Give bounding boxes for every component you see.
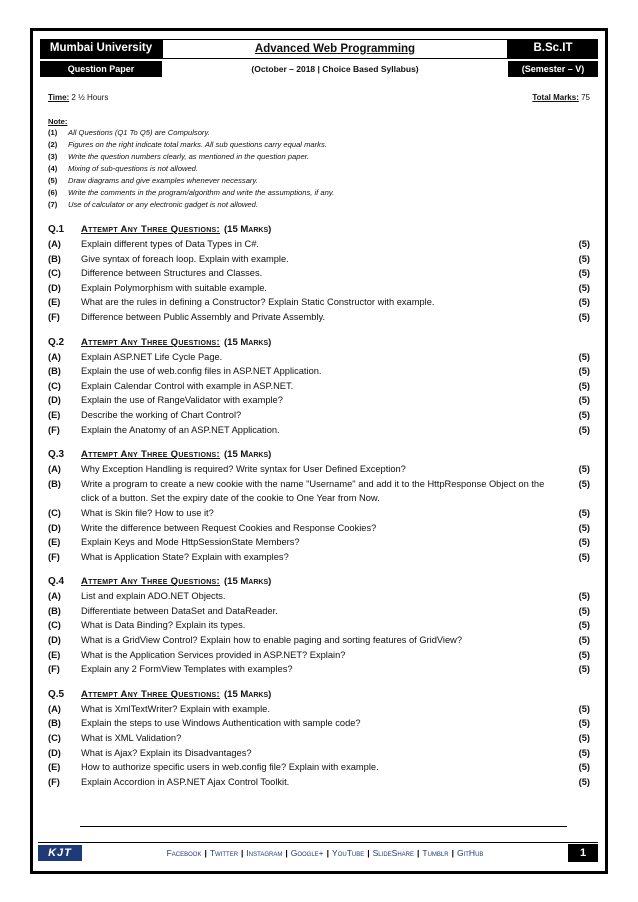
question-instruction: Attempt Any Three Questions:: [81, 224, 220, 235]
course-name: B.Sc.IT: [508, 39, 598, 59]
sub-question-marks: (5): [578, 253, 590, 264]
session-month: October: [254, 64, 287, 74]
sub-question: [48, 550, 590, 565]
note-number: (3): [48, 152, 58, 161]
question-instruction: Attempt Any Three Questions:: [81, 336, 220, 348]
sub-question-text: Why Exception Handling is required? Write syntax for User Defined Exception?: [81, 464, 406, 475]
sub-question: [48, 648, 590, 663]
sub-question-label: (E): [48, 537, 61, 548]
marks-label: Total Marks:: [532, 93, 579, 102]
social-link-google[interactable]: Google+: [290, 847, 324, 858]
sub-question-label: (F): [48, 424, 60, 435]
question-heading: [48, 576, 590, 587]
sub-question: [48, 775, 590, 790]
sub-question-marks: (5): [578, 424, 590, 435]
sub-question: [48, 252, 590, 267]
link-separator: |: [451, 847, 454, 858]
sub-question-marks: (5): [578, 409, 590, 420]
sub-question-marks: (5): [578, 282, 590, 293]
sub-question-text: Explain any 2 FormView Templates with examples?: [81, 664, 293, 675]
link-separator: |: [367, 847, 370, 858]
note-text: Write the comments in the program/algorithm and write the assumptions, if any.: [68, 188, 335, 197]
link-separator: |: [285, 847, 288, 858]
sub-question-label: (D): [48, 522, 61, 533]
question-instruction: Attempt Any Three Questions:: [81, 576, 220, 588]
sub-question: [48, 423, 590, 438]
note-item: [48, 175, 590, 187]
question-instruction: Attempt Any Three Questions:: [81, 449, 220, 461]
sub-question: [48, 506, 590, 521]
social-link-github[interactable]: GitHub: [456, 847, 484, 858]
social-link-instagram[interactable]: Instagram: [246, 847, 283, 858]
sub-question-label: (F): [48, 776, 60, 787]
sub-question-text: Explain the use of RangeValidator with example?: [81, 395, 283, 406]
note-item: [48, 187, 590, 199]
sub-question-text: Explain different types of Data Types in C#.: [81, 239, 259, 249]
question-instruction: Attempt Any Three Questions:: [81, 688, 220, 700]
question-block: [48, 337, 590, 438]
time-value: 2 ½ Hours: [69, 93, 109, 102]
sub-question-label: (E): [48, 649, 61, 660]
link-separator: |: [417, 847, 420, 858]
sub-question: [48, 716, 590, 731]
question-number: Q.4: [48, 576, 65, 588]
marks-value: 75: [578, 93, 590, 102]
sub-question-text: Explain Keys and Mode HttpSessionState Members?: [81, 537, 300, 548]
sub-question-marks: (5): [578, 664, 590, 675]
sub-question: [48, 760, 590, 775]
header-table: [40, 39, 598, 77]
sub-question-marks: (5): [578, 649, 590, 660]
sub-question-marks: (5): [578, 380, 590, 391]
sub-question-label: (C): [48, 733, 61, 744]
sub-question-text: What is Skin file? How to use it?: [81, 507, 214, 518]
sub-question-text: Write the difference between Request Cookies and Response Cookies?: [81, 522, 377, 533]
sub-question-label: (F): [48, 551, 60, 562]
questions-section: [48, 224, 590, 801]
kjt-logo: KJT: [38, 845, 82, 861]
sub-question-marks: (5): [578, 537, 590, 548]
note-number: (5): [48, 176, 58, 185]
sub-question-label: (C): [48, 268, 61, 279]
sub-question-marks: (5): [578, 703, 590, 714]
marks-info: [532, 93, 590, 102]
time-info: [48, 93, 108, 102]
notes-list: [48, 127, 590, 211]
sub-question-label: (C): [48, 507, 61, 518]
sub-question-marks: (5): [578, 747, 590, 758]
question-number: Q.3: [48, 449, 65, 461]
sub-question-marks: (5): [578, 635, 590, 646]
sub-question-marks: (5): [578, 351, 590, 362]
note-text: Mixing of sub-questions is not allowed.: [68, 164, 199, 173]
sub-question: [48, 604, 590, 619]
footer-divider: [80, 826, 567, 827]
sub-question-marks: (5): [578, 311, 590, 322]
sub-question-label: (E): [48, 409, 61, 420]
link-separator: |: [241, 847, 244, 858]
sub-question: [48, 589, 590, 604]
sub-question-text: What are the rules in defining a Constructor? Explain Static Constructor with example.: [81, 297, 435, 308]
sub-question: [48, 462, 590, 477]
sub-question-marks: (5): [578, 239, 590, 249]
note-text: Write the question numbers clearly, as mentioned in the question paper.: [68, 152, 310, 161]
sub-question: [48, 310, 590, 325]
note-item: [48, 199, 590, 211]
sub-question-label: (D): [48, 395, 61, 406]
sub-question: [48, 295, 590, 310]
sub-question-marks: (5): [578, 366, 590, 377]
sub-question-text: Explain Calendar Control with example in ASP.NET.: [81, 380, 294, 391]
paper-type: Question Paper: [40, 61, 162, 77]
note-text: Use of calculator or any electronic gadget is not allowed.: [68, 200, 258, 209]
sub-question-marks: (5): [578, 762, 590, 773]
sub-question: [48, 266, 590, 281]
note-number: (4): [48, 164, 58, 173]
sub-question-label: (B): [48, 366, 61, 377]
sub-question-text: Explain ASP.NET Life Cycle Page.: [81, 351, 223, 362]
session-rest: – 2018 | Choice Based Syllabus: [286, 64, 416, 74]
question-marks: (15 Marks): [224, 576, 272, 588]
sub-question-label: (A): [48, 351, 61, 362]
sub-question-text: Explain the use of web.config files in ASP.NET Application.: [81, 366, 322, 377]
question-block: [48, 576, 590, 677]
sub-question-label: (A): [48, 464, 61, 475]
social-link-youtube[interactable]: YouTube: [332, 847, 365, 858]
question-number: Q.1: [48, 224, 65, 235]
sub-question-label: (B): [48, 253, 61, 264]
sub-question-label: (D): [48, 635, 61, 646]
note-item: [48, 127, 590, 139]
sub-question: [48, 662, 590, 677]
notes-section: [48, 117, 590, 211]
footer: [38, 842, 598, 862]
sub-question-label: (C): [48, 620, 61, 631]
note-text: All Questions (Q1 To Q5) are Compulsory.: [68, 128, 210, 137]
sub-question-text: How to authorize specific users in web.config file? Explain with example.: [81, 762, 379, 773]
sub-question-marks: (5): [578, 395, 590, 406]
notes-heading: Note:: [48, 117, 68, 126]
subject-title: Advanced Web Programming: [162, 39, 508, 59]
sub-question-text: What is the Application Services provided in ASP.NET? Explain?: [81, 649, 346, 660]
sub-question-text: What is XmlTextWriter? Explain with example.: [81, 703, 270, 714]
sub-question-marks: (5): [578, 718, 590, 729]
header-row-top: [40, 39, 598, 59]
exam-info: [48, 93, 590, 102]
social-link-twitter[interactable]: Twitter: [209, 847, 239, 858]
question-heading: [48, 449, 590, 460]
sub-question-text: Explain Accordion in ASP.NET Ajax Control Toolkit.: [81, 776, 290, 787]
note-item: [48, 151, 590, 163]
note-number: (1): [48, 128, 58, 137]
sub-question: [48, 408, 590, 423]
question-block: [48, 449, 590, 564]
time-label: Time:: [48, 93, 70, 102]
sub-question: [48, 633, 590, 648]
social-link-tumblr[interactable]: Tumblr: [422, 847, 449, 858]
sub-question-text: What is Ajax? Explain its Disadvantages?: [81, 747, 252, 758]
sub-question-label: (B): [48, 605, 61, 616]
link-separator: |: [204, 847, 207, 858]
sub-question-label: (F): [48, 311, 60, 322]
sub-question-label: (B): [48, 478, 61, 489]
sub-question: [48, 535, 590, 550]
note-number: (2): [48, 140, 58, 149]
question-marks: (15 Marks): [224, 336, 272, 348]
session-info: (October – 2018 | Choice Based Syllabus): [251, 64, 419, 74]
sub-question-label: (F): [48, 664, 60, 675]
sub-question-text: What is Data Binding? Explain its types.: [81, 620, 246, 631]
sub-question: [48, 477, 590, 506]
university-name: Mumbai University: [40, 39, 162, 59]
social-links: [82, 848, 568, 858]
sub-question: [48, 350, 590, 365]
sub-question: [48, 702, 590, 717]
sub-question-marks: (5): [578, 620, 590, 631]
question-marks: (15 Marks): [224, 449, 272, 461]
sub-question: [48, 281, 590, 296]
sub-question: [48, 393, 590, 408]
sub-question-label: (A): [48, 239, 61, 249]
note-number: (7): [48, 200, 58, 209]
sub-question-marks: (5): [578, 297, 590, 308]
sub-question-marks: (5): [578, 776, 590, 787]
sub-question: [48, 364, 590, 379]
sub-question-text: What is a GridView Control? Explain how to enable paging and sorting features of GridView?: [81, 635, 463, 646]
semester: (Semester – V): [508, 61, 598, 77]
question-block: [48, 224, 590, 325]
sub-question-label: (A): [48, 591, 61, 602]
sub-question-text: Describe the working of Chart Control?: [81, 409, 242, 420]
note-text: Draw diagrams and give examples whenever necessary.: [68, 176, 258, 185]
sub-question-marks: (5): [578, 591, 590, 602]
sub-question-marks: (5): [578, 733, 590, 744]
sub-question-label: (A): [48, 703, 61, 714]
social-link-slideshare[interactable]: SlideShare: [372, 847, 414, 858]
sub-question-text: Explain the steps to use Windows Authentication with sample code?: [81, 718, 361, 729]
sub-question: [48, 379, 590, 394]
sub-question-label: (B): [48, 718, 61, 729]
sub-question-text: Explain Polymorphism with suitable example.: [81, 282, 268, 293]
sub-question-marks: (5): [578, 464, 590, 475]
sub-question: [48, 237, 590, 252]
question-number: Q.5: [48, 688, 65, 700]
sub-question-text: Difference between Structures and Classes.: [81, 268, 263, 279]
sub-question-text: What is XML Validation?: [81, 733, 182, 744]
question-heading: [48, 337, 590, 348]
note-item: [48, 163, 590, 175]
sub-question-text: Difference between Public Assembly and Private Assembly.: [81, 311, 326, 322]
question-number: Q.2: [48, 336, 65, 348]
header-row-bottom: [40, 61, 598, 77]
link-separator: |: [326, 847, 330, 858]
question-block: [48, 689, 590, 790]
sub-question-text: Write a program to create a new cookie with the name "Username" and add it to the HttpResponse Object on the click of a button. Set the expiry date of the cookie to One Year from Now.: [81, 478, 545, 504]
sub-question-marks: (5): [578, 522, 590, 533]
sub-question-label: (D): [48, 282, 61, 293]
sub-question-marks: (5): [578, 551, 590, 562]
sub-question-marks: (5): [578, 605, 590, 616]
note-text: Figures on the right indicate total marks. All sub questions carry equal marks.: [68, 140, 327, 149]
sub-question-marks: (5): [578, 268, 590, 279]
sub-question-text: List and explain ADO.NET Objects.: [81, 591, 226, 602]
note-number: (6): [48, 188, 58, 197]
sub-question: [48, 521, 590, 536]
social-link-facebook[interactable]: Facebook: [166, 847, 202, 858]
question-heading: [48, 224, 590, 235]
sub-question-text: Explain the Anatomy of an ASP.NET Application.: [81, 424, 280, 435]
question-marks: (15 Marks): [224, 688, 272, 700]
sub-question: [48, 731, 590, 746]
sub-question-label: (E): [48, 297, 61, 308]
question-heading: [48, 689, 590, 700]
sub-question-label: (E): [48, 762, 61, 773]
sub-question-text: Differentiate between DataSet and DataReader.: [81, 605, 278, 616]
sub-question-text: Give syntax of foreach loop. Explain with example.: [81, 253, 289, 264]
sub-question-label: (C): [48, 380, 61, 391]
sub-question: [48, 618, 590, 633]
question-marks: (15 Marks): [224, 224, 272, 235]
page-number: 1: [568, 844, 598, 862]
sub-question-label: (D): [48, 747, 61, 758]
sub-question-marks: (5): [578, 507, 590, 518]
sub-question: [48, 746, 590, 761]
sub-question-text: What is Application State? Explain with examples?: [81, 551, 289, 562]
note-item: [48, 139, 590, 151]
sub-question-marks: (5): [578, 478, 590, 489]
